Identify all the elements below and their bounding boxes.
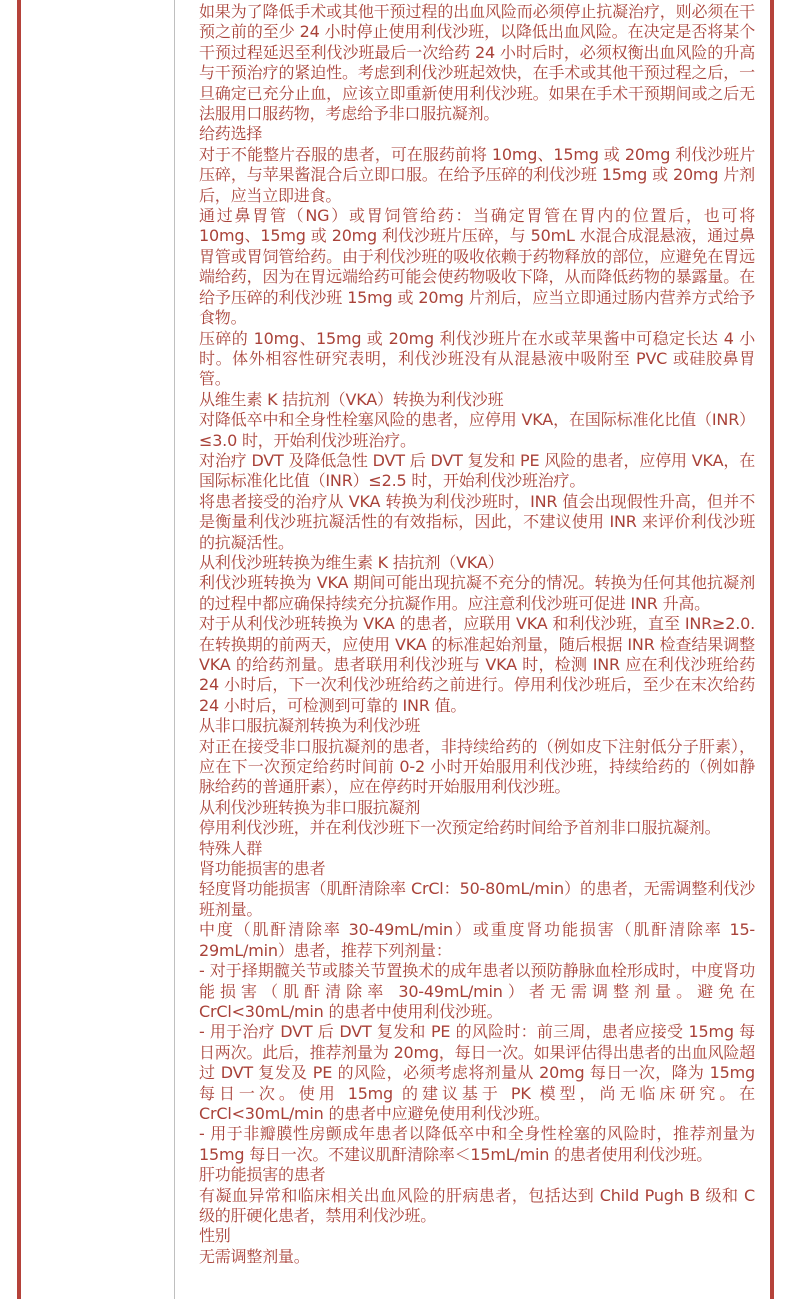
paragraph-co-administration: 对于从利伐沙班转换为 VKA 的患者，应联用 VKA 和利伐沙班，直至 INR≥2.0. 在转换期的前两天，应使用 VKA 的标准起始剂量，随后根据 INR 检查结果调整 VKA 的给药剂量。患者联用利伐沙班与 VKA 时，检测 INR 应在利伐沙班给药 24 小时后，下一次利伐沙班给药之前进行。停用利伐沙班后，至少在末次给药 24 小时后，可检测到可靠的 INR 值。 <box>199 614 755 715</box>
heading-rivaroxaban-to-parenteral: 从利伐沙班转换为非口服抗凝剂 <box>199 797 421 817</box>
heading-vka-to-rivaroxaban: 从维生素 K 拮抗剂（VKA）转换为利伐沙班 <box>199 389 504 409</box>
paragraph-vka-stroke: 对降低卒中和全身性栓塞风险的患者，应停用 VKA，在国际标准化比值（INR）≤3.0 时，开始利伐沙班治疗。 <box>199 410 755 450</box>
paragraph-rivaroxaban-to-parenteral: 停用利伐沙班，并在利伐沙班下一次预定给药时间给予首剂非口服抗凝剂。 <box>199 818 721 838</box>
paragraph-crushed-tablets: 对于不能整片吞服的患者，可在服药前将 10mg、15mg 或 20mg 利伐沙班片压碎，与苹果酱混合后立即口服。在给予压碎的利伐沙班 15mg 或 20mg 片剂后，应当立即进食。 <box>199 144 755 205</box>
paragraph-vka-dvt: 对治疗 DVT 及降低急性 DVT 后 DVT 复发和 PE 风险的患者，应停用 VKA，在国际标准化比值（INR）≤2.5 时，开始利伐沙班治疗。 <box>199 450 755 491</box>
left-column <box>25 0 175 1299</box>
paragraph-surgery-interruption: 如果为了降低手术或其他干预过程的出血风险而必须停止抗凝治疗，则必须在干预之前的至少 24 小时停止使用利伐沙班，以降低出血风险。在决定是否将某个干预过程延迟至利伐沙班最后一次给药 24 小时后时，必须权衡出血风险的升高与干预治疗的紧迫性。考虑到利伐沙班起效快，在手术或其他干预过程之后，一旦确定已充分止血，应该立即重新使用利伐沙班。如果在手术干预期间或之后无法服用口服药物，考虑给予非口服抗凝剂。 <box>199 2 755 124</box>
paragraph-gender: 无需调整剂量。 <box>199 1246 310 1266</box>
heading-gender: 性别 <box>199 1226 231 1246</box>
heading-administration-options: 给药选择 <box>199 124 263 144</box>
heading-parenteral-to-rivaroxaban: 从非口服抗凝剂转换为利伐沙班 <box>199 716 421 736</box>
heading-hepatic-impairment: 肝功能损害的患者 <box>199 1165 326 1185</box>
heading-special-populations: 特殊人群 <box>199 838 263 858</box>
paragraph-ng-tube: 通过鼻胃管（NG）或胃饲管给药：当确定胃管在胃内的位置后，也可将 10mg、15mg 或 20mg 利伐沙班片压碎，与 50mL 水混合成混悬液，通过鼻胃管或胃饲管给药。由于利伐沙班的吸收依赖于药物释放的部位，应避免在胃远端给药，因为在胃远端给药可能会使药物吸收下降，从而降低药物的暴露量。在给予压碎的利伐沙班 15mg 或 20mg 片剂后，应当立即通过肠内营养方式给予食物。 <box>199 206 755 328</box>
paragraph-moderate-severe-renal: 中度（肌酐清除率 30-49mL/min）或重度肾功能损害（肌酐清除率 15-29mL/min）患者，推荐下列剂量： <box>199 920 755 960</box>
heading-rivaroxaban-to-vka: 从利伐沙班转换为维生素 K 拮抗剂（VKA） <box>199 552 504 572</box>
paragraph-parenteral-to-rivaroxaban: 对正在接受非口服抗凝剂的患者，非持续给药的（例如皮下注射低分子肝素），应在下一次预定给药时间前 0-2 小时开始服用利伐沙班，持续给药的（例如静脉给药的普通肝素），应在停药时开始服用利伐沙班。 <box>199 736 755 797</box>
heading-renal-impairment: 肾功能损害的患者 <box>199 859 326 879</box>
paragraph-inadequate-anticoagulation: 利伐沙班转换为 VKA 期间可能出现抗凝不充分的情况。转换为任何其他抗凝剂的过程中都应确保持续充分抗凝作用。应注意利伐沙班可促进 INR 升高。 <box>199 573 755 613</box>
paragraph-inr-false-elevation: 将患者接受的治疗从 VKA 转换为利伐沙班时，INR 值会出现假性升高，但并不是衡量利伐沙班抗凝活性的有效指标，因此，不建议使用 INR 来评价利伐沙班的抗凝活性。 <box>199 491 755 552</box>
paragraph-mild-renal: 轻度肾功能损害（肌酐清除率 CrCl：50-80mL/min）的患者，无需调整利伐沙班剂量。 <box>199 879 755 919</box>
list-item-atrial-fibrillation: - 用于非瓣膜性房颤成年患者以降低卒中和全身性栓塞的风险时，推荐剂量为 15mg 每日一次。不建议肌酐清除率＜15mL/min 的患者使用利伐沙班。 <box>199 1124 755 1164</box>
list-item-hip-knee: - 对于择期髋关节或膝关节置换术的成年患者以预防静脉血栓形成时，中度肾功能损害（肌酐清除率 30-49mL/min）者无需调整剂量。避免在 CrCl<30mL/min 的患者中使用利伐沙班。 <box>199 961 755 1021</box>
list-item-dvt-treatment: - 用于治疗 DVT 后 DVT 复发和 PE 的风险时：前三周，患者应接受 15mg 每日两次。此后，推荐剂量为 20mg，每日一次。如果评估得出患者的出血风险超过 DVT 复发及 PE 的风险，必须考虑将剂量从 20mg 每日一次，降为 15mg 每日一次。使用 15mg 的建议基于 PK 模型，尚无临床研究。在 CrCl<30mL/min 的患者中应避免使用利伐沙班。 <box>199 1022 755 1123</box>
document-body <box>199 2 755 1267</box>
paragraph-hepatic-impairment: 有凝血异常和临床相关出血风险的肝病患者，包括达到 Child Pugh B 级和 C 级的肝硬化患者，禁用利伐沙班。 <box>199 1185 755 1225</box>
paragraph-stability: 压碎的 10mg、15mg 或 20mg 利伐沙班片在水或苹果酱中可稳定长达 4 小时。体外相容性研究表明，利伐沙班没有从混悬液中吸附至 PVC 或硅胶鼻胃管。 <box>199 328 755 389</box>
